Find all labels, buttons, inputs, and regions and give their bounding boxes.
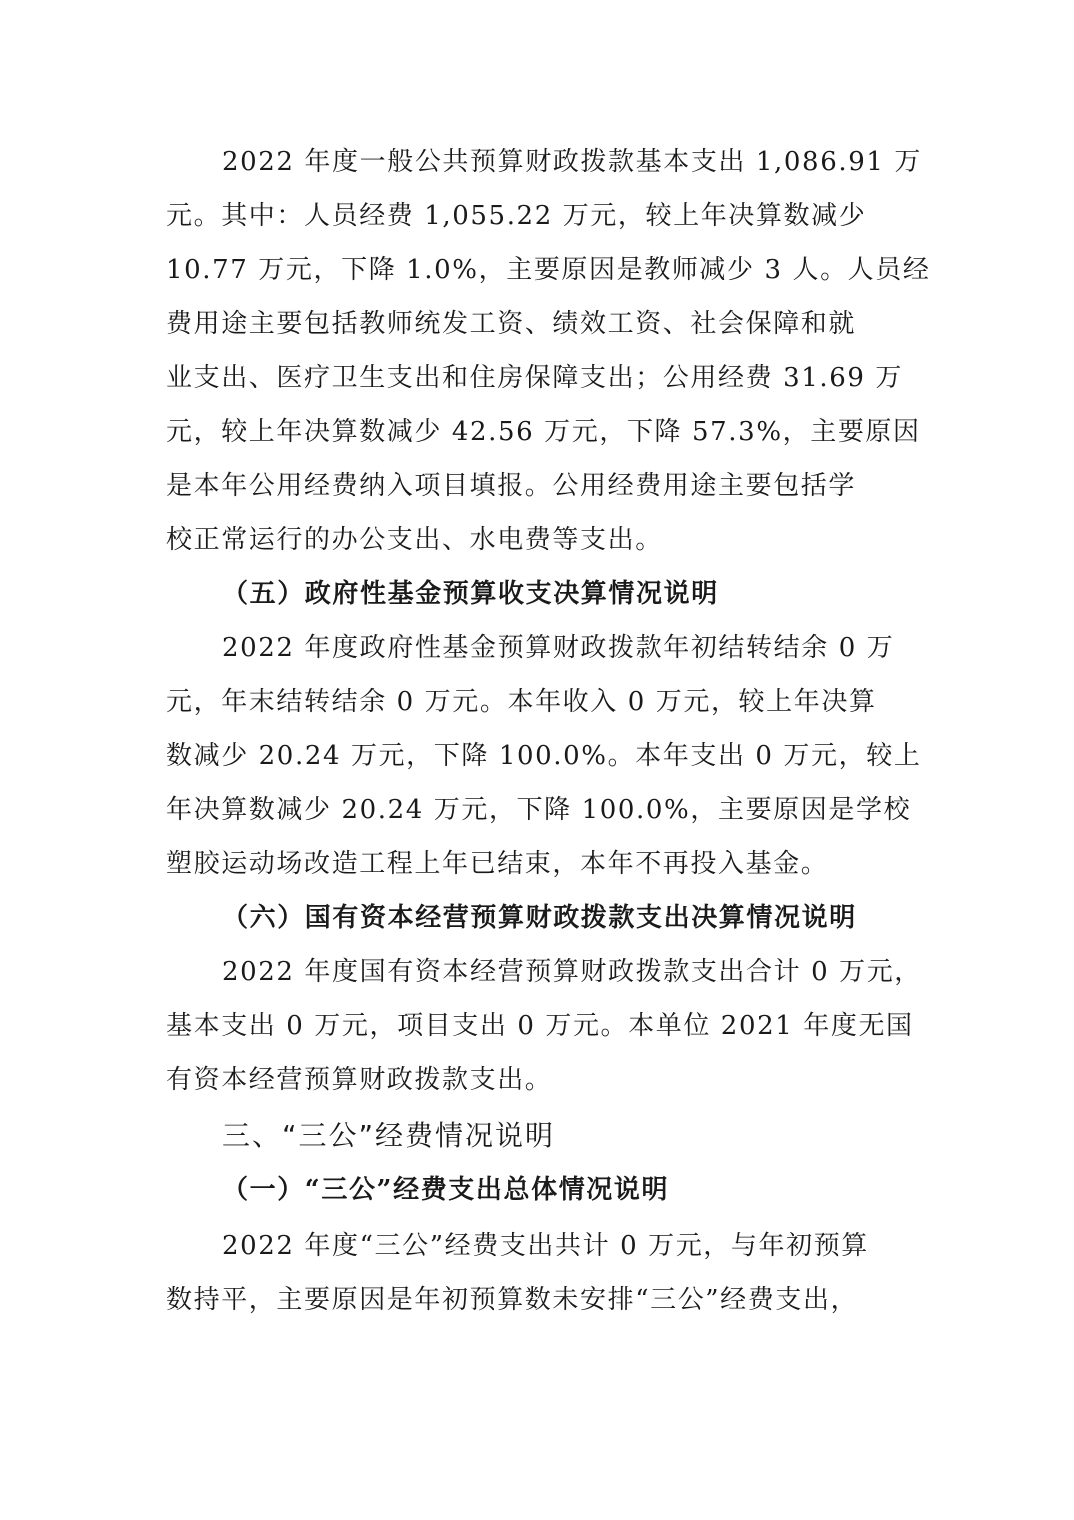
subsection-heading-government-fund: （五）政府性基金预算收支决算情况说明 xyxy=(222,579,719,609)
body-text-line: 元，较上年决算数减少 42.56 万元，下降 57.3%，主要原因 xyxy=(166,417,921,447)
body-text-line: 数减少 20.24 万元，下降 100.0%。本年支出 0 万元，较上 xyxy=(166,741,922,771)
body-text-line: 校正常运行的办公支出、水电费等支出。 xyxy=(166,525,663,555)
body-text-line: 2022 年度政府性基金预算财政拨款年初结转结余 0 万 xyxy=(222,633,895,663)
body-text-line: 年决算数减少 20.24 万元，下降 100.0%，主要原因是学校 xyxy=(166,795,912,825)
body-text-line: 数持平，主要原因是年初预算数未安排“三公”经费支出， xyxy=(166,1285,859,1315)
body-text-line: 是本年公用经费纳入项目填报。公用经费用途主要包括学 xyxy=(166,471,857,501)
section-heading-three-public: 三、“三公”经费情况说明 xyxy=(222,1119,556,1152)
body-text-line: 费用途主要包括教师统发工资、绩效工资、社会保障和就 xyxy=(166,309,857,339)
body-text-line: 2022 年度“三公”经费支出共计 0 万元，与年初预算 xyxy=(222,1231,869,1261)
body-text-line: 2022 年度国有资本经营预算财政拨款支出合计 0 万元， xyxy=(222,957,922,987)
body-text-line: 元，年末结转结余 0 万元。本年收入 0 万元，较上年决算 xyxy=(166,687,877,717)
body-text-line: 业支出、医疗卫生支出和住房保障支出；公用经费 31.69 万 xyxy=(166,363,903,393)
body-text-line: 基本支出 0 万元，项目支出 0 万元。本单位 2021 年度无国 xyxy=(166,1011,914,1041)
body-text-line: 塑胶运动场改造工程上年已结束，本年不再投入基金。 xyxy=(166,849,829,879)
body-text-line: 有资本经营预算财政拨款支出。 xyxy=(166,1065,553,1095)
subsection-heading-three-public-overview: （一）“三公”经费支出总体情况说明 xyxy=(222,1175,670,1205)
subsection-heading-state-capital: （六）国有资本经营预算财政拨款支出决算情况说明 xyxy=(222,903,857,933)
body-text-line: 10.77 万元，下降 1.0%，主要原因是教师减少 3 人。人员经 xyxy=(166,255,931,285)
body-text-line: 2022 年度一般公共预算财政拨款基本支出 1,086.91 万 xyxy=(222,147,922,177)
body-text-line: 元。其中：人员经费 1,055.22 万元，较上年决算数减少 xyxy=(166,201,867,231)
